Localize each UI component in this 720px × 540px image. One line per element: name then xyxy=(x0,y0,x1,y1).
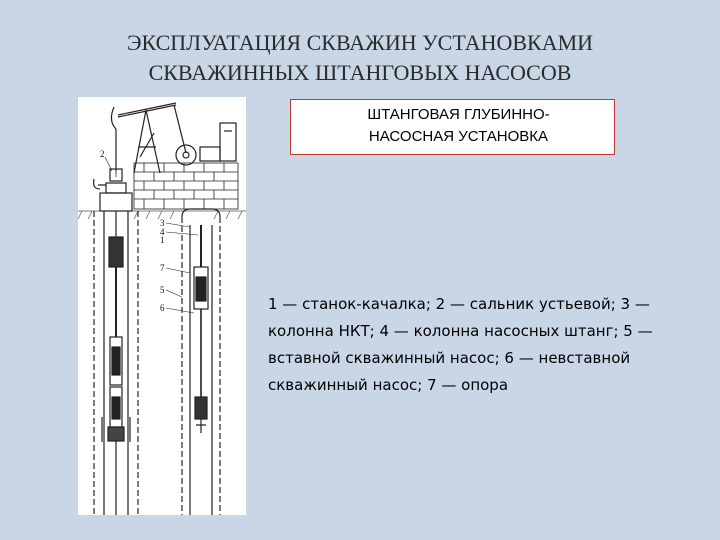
installation-callout-box xyxy=(290,99,615,155)
label-1: 1 xyxy=(160,235,165,245)
callout-line-2: НАСОСНАЯ УСТАНОВКА xyxy=(368,128,549,145)
label-4: 4 xyxy=(160,227,165,237)
slide-title-line-2: СКВАЖИННЫХ ШТАНГОВЫХ НАСОСОВ xyxy=(148,60,572,85)
label-3: 3 xyxy=(160,218,165,228)
label-6: 6 xyxy=(160,303,165,313)
wellhead-stuffing-box xyxy=(94,169,132,211)
label-5: 5 xyxy=(160,285,165,295)
pump-installation-diagram xyxy=(78,97,246,515)
well-non-insertable-pump xyxy=(182,209,220,515)
brick-foundation xyxy=(134,163,238,209)
figure-legend: 1 — станок-качалка; 2 — сальник устьевой; 3 — колонна НКТ; 4 — колонна насосных штанг; 5 — вставной скважинный насос; 6 — невставной скважинный насос; 7 — опора xyxy=(268,295,653,394)
slide-title-line-1: ЭКСПЛУАТАЦИЯ СКВАЖИН УСТАНОВКАМИ xyxy=(126,30,594,55)
well-insertable-pump xyxy=(94,211,138,515)
label-2: 2 xyxy=(100,149,105,159)
pumpjack-icon xyxy=(111,103,236,173)
label-7: 7 xyxy=(160,263,165,273)
callout-line-1: ШТАНГОВАЯ ГЛУБИННО- xyxy=(367,106,550,123)
slide-title xyxy=(40,28,680,88)
